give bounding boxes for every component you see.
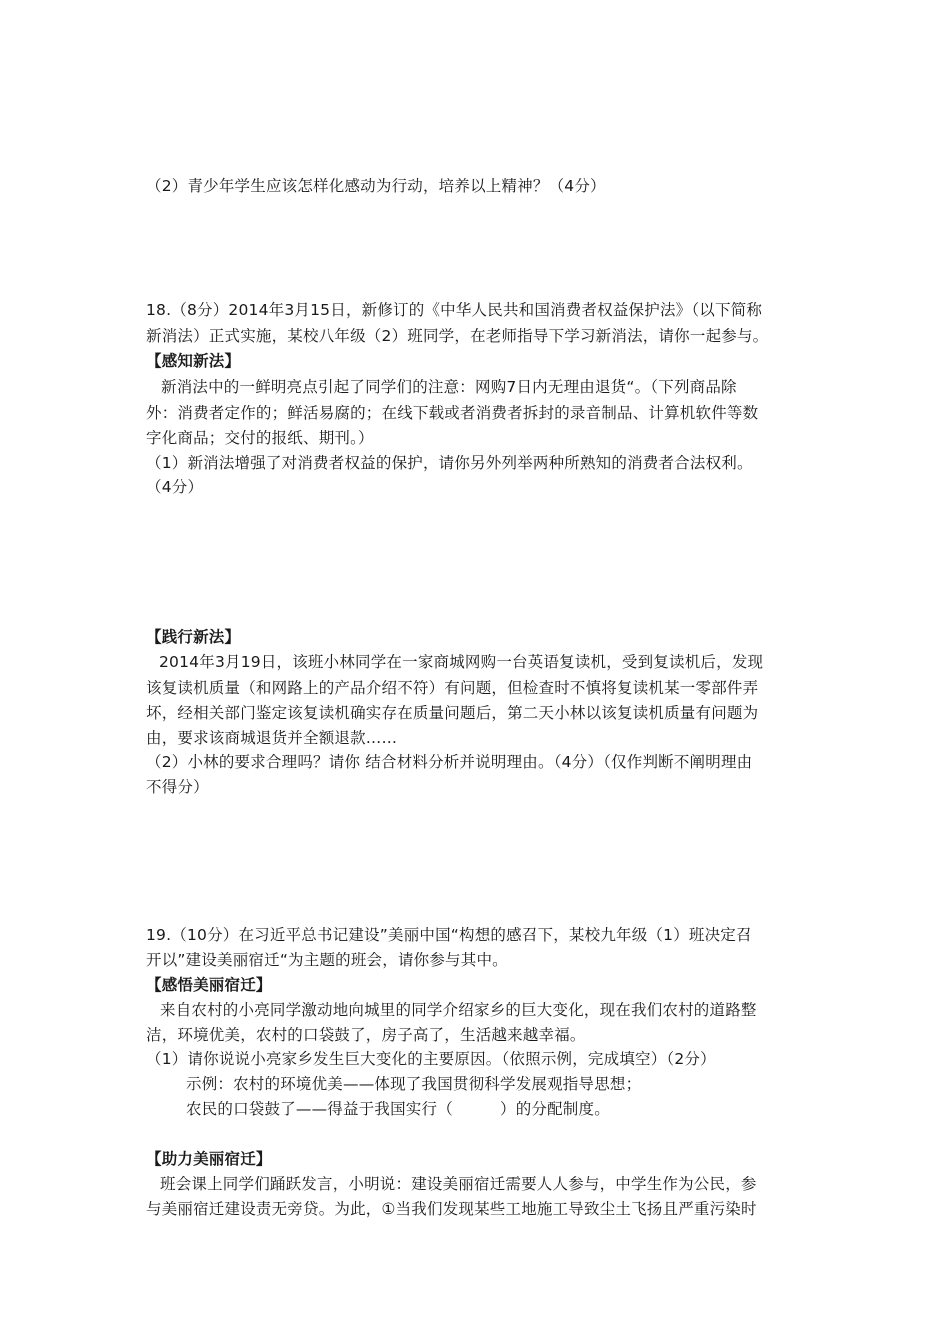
q19-section2-title: 【助力美丽宿迁】	[146, 1150, 272, 1168]
q19-s2-line1: 班会课上同学们踊跃发言，小明说：建设美丽宿迁需要人人参与，中学生作为公民，参	[160, 1175, 757, 1193]
q19-s1-line2: 洁，环境优美，农村的口袋鼓了，房子高了，生活越来越幸福。	[146, 1026, 586, 1044]
q19-intro-line2: 开以”建设美丽宿迁“为主题的班会，请你参与其中。	[146, 951, 508, 969]
q18-s1-line3: 字化商品；交付的报纸、期刊。）	[146, 429, 374, 447]
q18-section1-title: 【感知新法】	[146, 352, 241, 370]
q18-q1-line2: （4分）	[146, 478, 204, 496]
q18-s2-line4: 由，要求该商城退货并全额退款……	[146, 729, 398, 747]
q17-part2-question: （2）青少年学生应该怎样化感动为行动，培养以上精神？（4分）	[146, 177, 606, 195]
q19-example-line1: 示例：农村的环境优美——体现了我国贯彻科学发展观指导思想；	[186, 1075, 642, 1093]
q19-q1: （1）请你说说小亮家乡发生巨大变化的主要原因。（依照示例，完成填空）（2分）	[146, 1050, 716, 1068]
q18-section2-title: 【践行新法】	[146, 628, 241, 646]
q19-s1-line1: 来自农村的小亮同学激动地向城里的同学介绍家乡的巨大变化，现在我们农村的道路整	[160, 1001, 757, 1019]
q18-q2-line1: （2）小林的要求合理吗？请你 结合材料分析并说明理由。（4分）（仅作判断不阐明理由	[146, 753, 753, 771]
q18-s1-line2: 外：消费者定作的；鲜活易腐的；在线下载或者消费者拆封的录音制品、计算机软件等数	[146, 404, 759, 422]
q18-s2-line3: 坏，经相关部门鉴定该复读机确实存在质量问题后，第二天小林以该复读机质量有问题为	[146, 704, 759, 722]
q18-s2-line1: 2014年3月19日，该班小林同学在一家商城网购一台英语复读机，受到复读机后，发现	[159, 653, 764, 671]
q18-s2-line2: 该复读机质量（和网路上的产品介绍不符）有问题，但检查时不慎将复读机某一零部件弄	[146, 679, 759, 697]
q19-s2-line2: 与美丽宿迁建设责无旁贷。为此，①当我们发现某些工地施工导致尘土飞扬且严重污染时	[146, 1200, 757, 1218]
q18-q2-line2: 不得分）	[146, 778, 209, 796]
q18-intro-line2: 新消法）正式实施，某校八年级（2）班同学，在老师指导下学习新消法，请你一起参与。	[146, 327, 769, 345]
q18-q1-line1: （1）新消法增强了对消费者权益的保护，请你另外列举两种所熟知的消费者合法权利。	[146, 454, 753, 472]
q18-intro-line1: 18.（8分）2014年3月15日，新修订的《中华人民共和国消费者权益保护法》（以下简称	[146, 301, 763, 319]
q19-intro-line1: 19.（10分）在习近平总书记建设”美丽中国“构想的感召下，某校九年级（1）班决定召	[146, 926, 752, 944]
q18-s1-line1: 新消法中的一鲜明亮点引起了同学们的注意：网购7日内无理由退货“。（下列商品除	[161, 378, 737, 396]
q19-section1-title: 【感悟美丽宿迁】	[146, 976, 272, 994]
q19-example-line2: 农民的口袋鼓了——得益于我国实行（ ）的分配制度。	[186, 1100, 610, 1118]
